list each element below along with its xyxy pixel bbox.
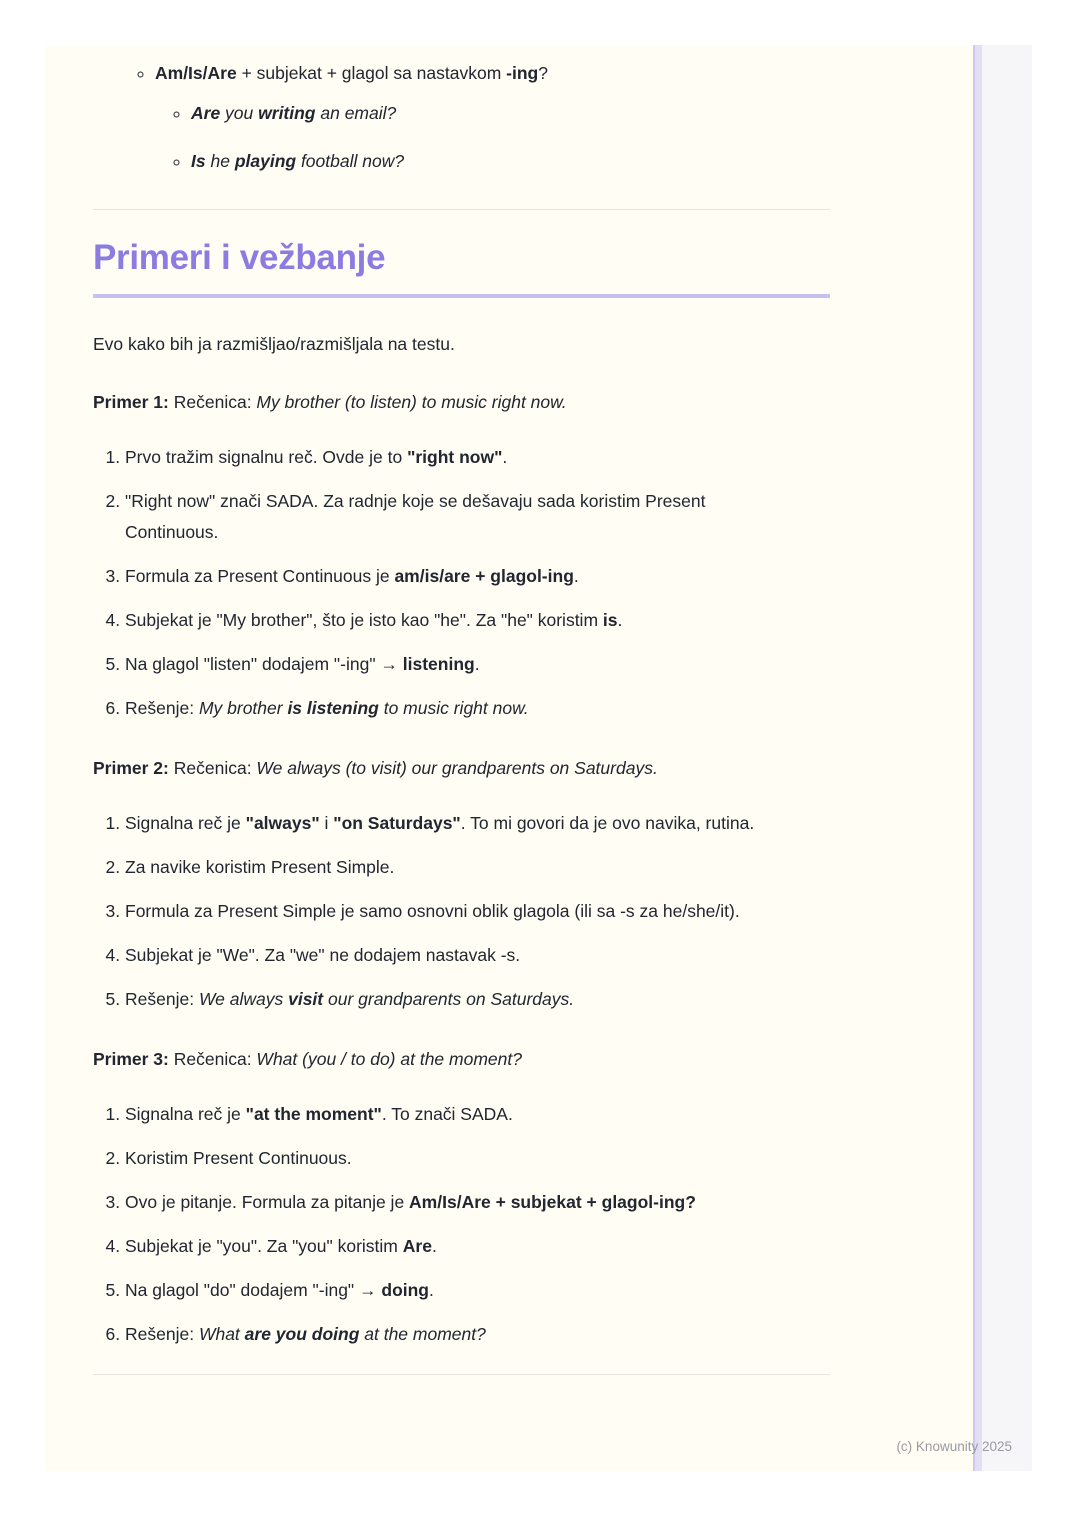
step-item <box>125 896 798 927</box>
text-run: . <box>573 566 579 586</box>
text-run: What (you / to do) at the moment? <box>256 1049 522 1069</box>
text-run: Rečenica: <box>168 392 257 412</box>
example-3-steps <box>93 1099 798 1350</box>
step-item <box>125 693 798 724</box>
text-run: to music right now. <box>378 698 529 718</box>
step-item <box>125 1275 798 1306</box>
text-run: We always (to visit) our grandparents on Saturdays. <box>256 758 658 778</box>
text-run: . <box>431 1236 437 1256</box>
text-run: doing <box>381 1280 429 1300</box>
text-run: football now? <box>296 151 405 171</box>
text-run: My brother (to listen) to music right now. <box>256 392 567 412</box>
sub-bullet-item <box>191 147 830 175</box>
text-run: Signalna reč je <box>125 813 246 833</box>
step-item <box>125 852 798 883</box>
text-run: Rešenje: <box>125 698 199 718</box>
text-run: Primer 1: <box>93 392 169 412</box>
text-run: Za navike koristim Present Simple. <box>125 857 395 877</box>
text-run: visit <box>288 989 324 1009</box>
text-run: Rešenje: <box>125 989 199 1009</box>
sub-bullet-text <box>191 151 404 171</box>
step-item <box>125 1099 798 1130</box>
step-item <box>125 808 798 839</box>
page-content <box>45 45 830 1375</box>
text-run: "on Saturdays" <box>333 813 461 833</box>
text-run: . <box>617 610 623 630</box>
text-run: Primer 3: <box>93 1049 169 1069</box>
step-item <box>125 605 798 636</box>
step-item <box>125 561 798 592</box>
text-run: -ing <box>506 63 539 83</box>
text-run: My brother <box>198 698 288 718</box>
text-run: Formula za Present Continuous je <box>125 566 395 586</box>
text-run: Rečenica: <box>168 1049 257 1069</box>
step-item <box>125 442 798 473</box>
step-item <box>125 1319 798 1350</box>
sub-bullet-text <box>191 103 396 123</box>
text-run: ? <box>538 63 548 83</box>
text-run: "at the moment" <box>245 1104 382 1124</box>
app-background-strip <box>982 45 1032 1471</box>
text-run: Am/Is/Are <box>155 63 237 83</box>
intro-text: Evo kako bih ja razmišljao/razmišljala na testu. <box>93 334 455 354</box>
text-run: We always <box>198 989 289 1009</box>
text-run: Rešenje: <box>125 1324 199 1344</box>
sub-bullet-item <box>191 99 830 127</box>
step-item <box>125 1231 798 1262</box>
text-run: is listening <box>287 698 379 718</box>
footer-copyright: (c) Knowunity 2025 <box>896 1439 1012 1454</box>
text-run: Ovo je pitanje. Formula za pitanje je <box>125 1192 410 1212</box>
text-run: Na glagol "listen" dodajem "-ing" → <box>125 654 403 674</box>
text-run: Is <box>191 151 206 171</box>
text-run: Subjekat je "We". Za "we" ne dodajem nastavak -s. <box>125 945 521 965</box>
example-1-lead <box>93 388 830 416</box>
text-run: are you doing <box>244 1324 360 1344</box>
text-run: Primer 2: <box>93 758 169 778</box>
text-run: playing <box>234 151 297 171</box>
text-run: Subjekat je "My brother", što je isto kao "he". Za "he" koristim <box>125 610 603 630</box>
sub-bullet-list <box>155 99 830 175</box>
text-run: . To mi govori da je ovo navika, rutina. <box>460 813 755 833</box>
step-item <box>125 940 798 971</box>
text-run: our grandparents on Saturdays. <box>323 989 575 1009</box>
text-run: Are <box>191 103 221 123</box>
text-run: i <box>319 813 334 833</box>
top-bullet-list <box>93 59 830 175</box>
text-run: he <box>205 151 235 171</box>
text-run: at the moment? <box>359 1324 486 1344</box>
text-run: Rečenica: <box>168 758 257 778</box>
text-run: + subjekat + glagol sa nastavkom <box>236 63 507 83</box>
text-run: What <box>198 1324 245 1344</box>
step-item <box>125 1187 798 1218</box>
section-title: Primeri i vežbanje <box>93 238 830 298</box>
text-run: Prvo tražim signalnu reč. Ovde je to <box>125 447 408 467</box>
text-run: Na glagol "do" dodajem "-ing" → <box>125 1280 382 1300</box>
text-run: . To znači SADA. <box>381 1104 513 1124</box>
text-run: "right now" <box>407 447 503 467</box>
text-run: Subjekat je "you". Za "you" koristim <box>125 1236 403 1256</box>
text-run: . <box>502 447 508 467</box>
text-run: "always" <box>245 813 320 833</box>
text-run: . <box>474 654 480 674</box>
step-item <box>125 984 798 1015</box>
step-item <box>125 486 798 548</box>
text-run: "Right now" znači SADA. Za radnje koje se dešavaju sada koristim Present Continuous. <box>125 491 706 542</box>
bullet-item-text <box>155 63 548 83</box>
text-run: you <box>220 103 259 123</box>
text-run: Signalna reč je <box>125 1104 246 1124</box>
section-divider <box>93 209 830 210</box>
bullet-item <box>155 59 830 175</box>
text-run: Am/Is/Are + subjekat + glagol-ing? <box>409 1192 696 1212</box>
example-2-steps <box>93 808 798 1015</box>
text-run: Koristim Present Continuous. <box>125 1148 352 1168</box>
bottom-divider <box>93 1374 830 1375</box>
step-item <box>125 1143 798 1174</box>
text-run: writing <box>258 103 316 123</box>
text-run: Are <box>402 1236 432 1256</box>
text-run: Formula za Present Simple je samo osnovni oblik glagola (ili sa -s za he/she/it). <box>125 901 740 921</box>
document-page <box>45 45 973 1471</box>
text-run: . <box>429 1280 434 1300</box>
step-item <box>125 649 798 680</box>
example-3-lead <box>93 1045 830 1073</box>
example-2-lead <box>93 754 830 782</box>
text-run: am/is/are + glagol-ing <box>394 566 574 586</box>
text-run: an email? <box>315 103 397 123</box>
text-run: is <box>602 610 618 630</box>
text-run: listening <box>402 654 475 674</box>
scrollbar-track[interactable] <box>973 45 982 1471</box>
example-1-steps <box>93 442 798 724</box>
